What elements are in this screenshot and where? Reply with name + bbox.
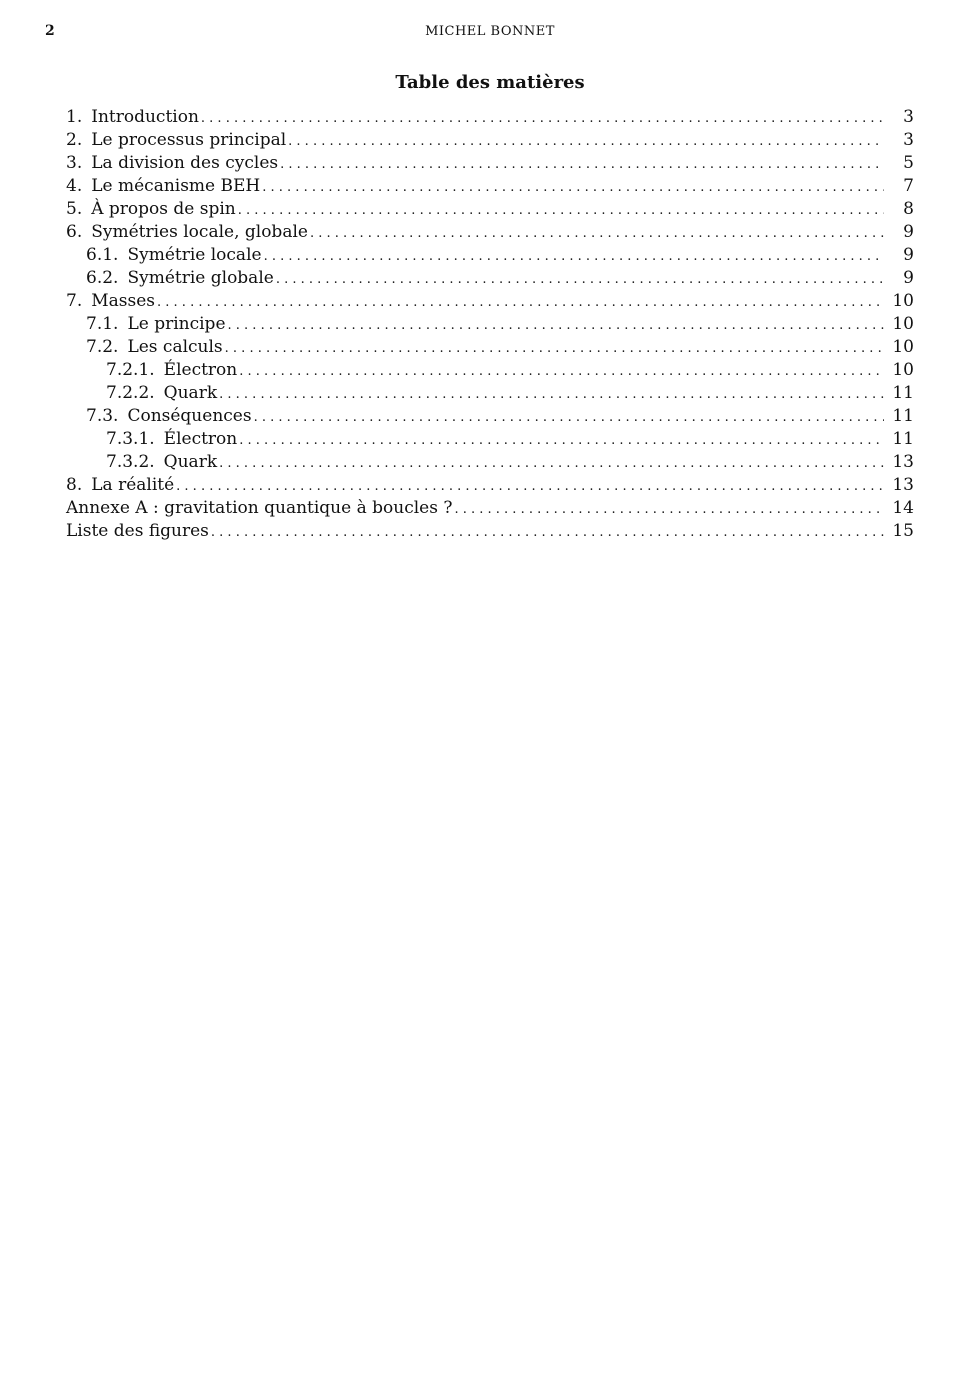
toc-entry-number: 7.3.1.	[106, 429, 155, 449]
toc-entry-title: Introduction	[91, 107, 199, 127]
running-head: MICHEL BONNET	[425, 24, 555, 39]
toc-entry-title: Quark	[163, 383, 218, 403]
toc-entry-number: 7.	[66, 291, 83, 311]
toc-entry-title: Symétrie globale	[127, 268, 274, 288]
toc-entry-consequences-electron[interactable]	[66, 428, 914, 451]
toc-entry-title: Le processus principal	[91, 130, 287, 150]
dot-leader	[238, 199, 884, 222]
toc-entry-consequences[interactable]	[66, 405, 914, 428]
toc-entry-calculs[interactable]	[66, 336, 914, 359]
toc-entry-number: 6.2.	[86, 268, 119, 288]
toc-entry-title: Le mécanisme BEH	[91, 176, 261, 196]
dot-leader	[225, 337, 884, 360]
toc-entry-page: 5	[903, 153, 914, 173]
toc-entry-title: Quark	[163, 452, 218, 472]
toc-entry-title: Conséquences	[127, 406, 252, 426]
toc-entry-number: 7.2.	[86, 337, 119, 357]
dot-leader	[239, 360, 884, 383]
toc-entry-page: 9	[903, 222, 914, 242]
toc-entry-number: 8.	[66, 475, 83, 495]
toc-entry-page: 13	[892, 452, 914, 472]
dot-leader	[310, 222, 884, 245]
toc-entry-title: Liste des figures	[66, 521, 209, 541]
toc-entry-number: 1.	[66, 107, 83, 127]
toc-entry-title: Électron	[163, 429, 238, 449]
toc-entry-title: Symétries locale, globale	[91, 222, 308, 242]
toc-entry-consequences-quark[interactable]	[66, 451, 914, 474]
toc-entry-page: 10	[892, 314, 914, 334]
toc-entry-page: 13	[892, 475, 914, 495]
toc-entry-number: 5.	[66, 199, 83, 219]
toc-entry-liste-figures[interactable]	[66, 520, 914, 543]
toc-entry-realite[interactable]	[66, 474, 914, 497]
toc-entry-principe[interactable]	[66, 313, 914, 336]
dot-leader	[201, 107, 884, 130]
toc-entry-page: 8	[903, 199, 914, 219]
dot-leader	[254, 406, 884, 429]
dot-leader	[228, 314, 884, 337]
toc-entry-number: 3.	[66, 153, 83, 173]
toc-entry-page: 3	[903, 130, 914, 150]
toc-entry-masses[interactable]	[66, 290, 914, 313]
toc-entry-page: 10	[892, 337, 914, 357]
toc-entry-title: La réalité	[91, 475, 175, 495]
toc-entry-mecanisme-beh[interactable]	[66, 175, 914, 198]
dot-leader	[211, 521, 884, 544]
dot-leader	[219, 452, 884, 475]
dot-leader	[176, 475, 884, 498]
toc-entry-introduction[interactable]	[66, 106, 914, 129]
dot-leader	[157, 291, 884, 314]
toc-entry-annexe-a[interactable]	[66, 497, 914, 520]
toc-entry-title: Annexe A : gravitation quantique à boucles ?	[66, 498, 453, 518]
dot-leader	[280, 153, 884, 176]
toc-entry-page: 9	[903, 245, 914, 265]
table-of-contents	[66, 106, 914, 543]
toc-entry-page: 11	[892, 429, 914, 449]
toc-entry-number: 6.1.	[86, 245, 119, 265]
toc-entry-title: La division des cycles	[91, 153, 279, 173]
toc-entry-number: 7.3.	[86, 406, 119, 426]
dot-leader	[219, 383, 884, 406]
toc-entry-number: 7.1.	[86, 314, 119, 334]
toc-entry-title: Masses	[91, 291, 156, 311]
toc-entry-calculs-quark[interactable]	[66, 382, 914, 405]
toc-entry-number: 2.	[66, 130, 83, 150]
toc-entry-page: 11	[892, 406, 914, 426]
toc-entry-page: 14	[892, 498, 914, 518]
toc-entry-page: 15	[892, 521, 914, 541]
toc-entry-symetrie-locale[interactable]	[66, 244, 914, 267]
toc-entry-number: 7.2.1.	[106, 360, 155, 380]
toc-entry-propos-spin[interactable]	[66, 198, 914, 221]
toc-entry-title: Électron	[163, 360, 238, 380]
toc-entry-symetries[interactable]	[66, 221, 914, 244]
dot-leader	[262, 176, 884, 199]
toc-entry-title: Symétrie locale	[127, 245, 262, 265]
toc-entry-page: 7	[903, 176, 914, 196]
dot-leader	[276, 268, 884, 291]
dot-leader	[288, 130, 884, 153]
toc-title: Table des matières	[395, 72, 585, 93]
page-number: 2	[45, 23, 55, 39]
toc-entry-division-cycles[interactable]	[66, 152, 914, 175]
toc-entry-page: 9	[903, 268, 914, 288]
dot-leader	[264, 245, 884, 268]
dot-leader	[454, 498, 884, 521]
toc-entry-number: 4.	[66, 176, 83, 196]
toc-entry-number: 7.3.2.	[106, 452, 155, 472]
toc-entry-calculs-electron[interactable]	[66, 359, 914, 382]
toc-entry-number: 6.	[66, 222, 83, 242]
toc-entry-page: 10	[892, 360, 914, 380]
toc-entry-title: À propos de spin	[91, 199, 236, 219]
dot-leader	[239, 429, 884, 452]
toc-entry-number: 7.2.2.	[106, 383, 155, 403]
toc-entry-page: 10	[892, 291, 914, 311]
toc-entry-title: Le principe	[127, 314, 226, 334]
toc-entry-symetrie-globale[interactable]	[66, 267, 914, 290]
toc-entry-page: 11	[892, 383, 914, 403]
toc-entry-title: Les calculs	[127, 337, 223, 357]
toc-entry-page: 3	[903, 107, 914, 127]
toc-entry-processus-principal[interactable]	[66, 129, 914, 152]
